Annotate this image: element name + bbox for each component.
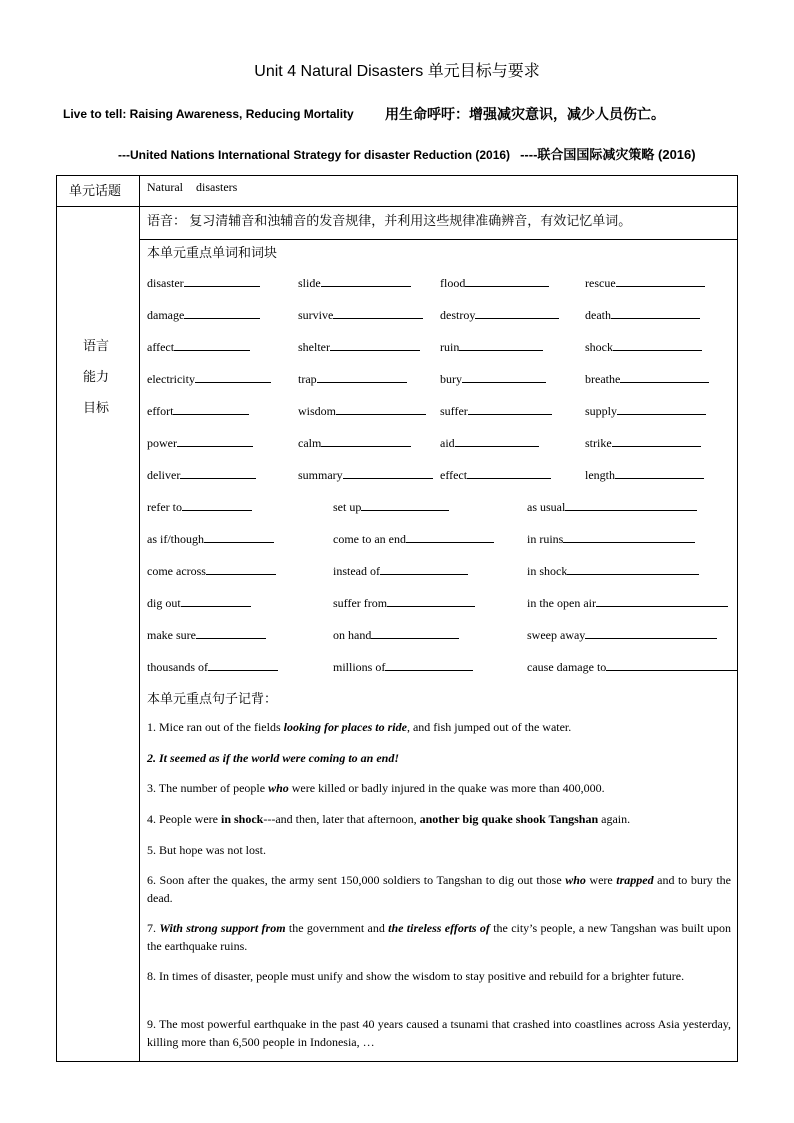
slogan-source — [118, 144, 696, 163]
source-chinese: ----联合国国际减灾策略 (2016) — [520, 147, 696, 162]
answer-blank[interactable] — [330, 338, 420, 351]
vocab-word: electricity — [147, 372, 195, 386]
answer-blank[interactable] — [184, 274, 260, 287]
slogan-english: Live to tell: Raising Awareness, Reducing Mortality — [63, 107, 354, 121]
slogan-chinese: 用生命呼吁：增强减灾意识，减少人员伤亡。 — [385, 108, 665, 123]
answer-blank[interactable] — [565, 498, 697, 511]
vocab-word: as if/though — [147, 532, 204, 546]
vocab-item — [333, 626, 459, 643]
vocab-item — [527, 530, 695, 547]
vocab-item — [333, 498, 449, 515]
vocab-word: damage — [147, 308, 185, 322]
answer-blank[interactable] — [321, 274, 411, 287]
answer-blank[interactable] — [387, 594, 475, 607]
answer-blank[interactable] — [177, 434, 253, 447]
vocab-item — [147, 466, 256, 483]
vocab-item — [527, 658, 738, 675]
answer-blank[interactable] — [616, 274, 705, 287]
vocab-word: rescue — [585, 276, 616, 290]
vocab-item — [298, 306, 423, 323]
answer-blank[interactable] — [467, 466, 551, 479]
sentence-7: 7. With strong support from the government and the tireless efforts of the city’s people, a new Tangshan was built upon the earthquake ruins. — [147, 921, 731, 953]
answer-blank[interactable] — [173, 402, 249, 415]
vocab-item — [440, 370, 546, 387]
vocab-item — [147, 562, 276, 579]
answer-blank[interactable] — [204, 530, 274, 543]
sentence-8: 8. In times of disaster, people must unify and show the wisdom to stay positive and rebuild for a brighter future. — [147, 969, 685, 983]
answer-blank[interactable] — [336, 402, 426, 415]
vocab-word: affect — [147, 340, 175, 354]
vocab-item — [527, 562, 699, 579]
vocab-item — [440, 306, 559, 323]
vocab-word: refer to — [147, 500, 182, 514]
answer-blank[interactable] — [180, 466, 256, 479]
vocab-word: calm — [298, 436, 322, 450]
goals-table — [56, 175, 738, 1062]
vocab-word: come across — [147, 564, 206, 578]
vocab-word: disaster — [147, 276, 184, 290]
sentence-5: 5. But hope was not lost. — [147, 843, 266, 857]
sentence-9: 9. The most powerful earthquake in the past 40 years caused a tsunami that crashed into coastlines across Asia yesterday, killing more than 6,500 people in Indonesia, … — [147, 1017, 731, 1049]
answer-blank[interactable] — [611, 306, 700, 319]
vocab-item — [333, 594, 475, 611]
vocab-word: set up — [333, 500, 362, 514]
vocab-item — [298, 338, 420, 355]
vocab-heading: 本单元重点单词和词块 — [147, 245, 278, 260]
vocab-item — [527, 498, 697, 515]
vocab-word: thousands of — [147, 660, 208, 674]
answer-blank[interactable] — [612, 434, 701, 447]
vocab-word: ruin — [440, 340, 460, 354]
vocab-word: in the open air — [527, 596, 596, 610]
vocab-item — [298, 434, 411, 451]
answer-blank[interactable] — [208, 658, 278, 671]
vocab-item — [298, 402, 426, 419]
vocab-item — [147, 498, 252, 515]
vocab-word: shock — [585, 340, 613, 354]
vocab-word: slide — [298, 276, 321, 290]
vocab-item — [440, 402, 552, 419]
vocab-item — [147, 338, 250, 355]
vocab-item — [298, 466, 433, 483]
answer-blank[interactable] — [206, 562, 276, 575]
vocab-word: sweep away — [527, 628, 586, 642]
vocab-item — [440, 338, 543, 355]
vocab-word: summary — [298, 468, 343, 482]
answer-blank[interactable] — [596, 594, 728, 607]
label-line: 语言 — [83, 338, 110, 353]
vocab-item — [585, 274, 705, 291]
answer-blank[interactable] — [371, 626, 459, 639]
vocab-word: in shock — [527, 564, 568, 578]
vocab-word: millions of — [333, 660, 386, 674]
vocab-word: dig out — [147, 596, 181, 610]
answer-blank[interactable] — [343, 466, 433, 479]
vocab-item — [333, 562, 468, 579]
vocab-word: on hand — [333, 628, 372, 642]
answer-blank[interactable] — [615, 466, 704, 479]
vocab-item — [585, 466, 704, 483]
vocab-item — [298, 370, 407, 387]
vocab-item — [585, 370, 709, 387]
vocab-item — [527, 626, 717, 643]
phonetics-goal: 语音： 复习清辅音和浊辅音的发音规律，并利用这些规律准确辨音，有效记忆单词。 — [147, 213, 632, 228]
answer-blank[interactable] — [585, 626, 717, 639]
vocab-item — [147, 306, 260, 323]
vocab-word: instead of — [333, 564, 380, 578]
vocab-word: death — [585, 308, 611, 322]
vocab-item — [527, 594, 728, 611]
vocab-item — [585, 402, 706, 419]
answer-blank[interactable] — [617, 402, 706, 415]
sentence-4: 4. People were in shock---and then, later that afternoon, another big quake shook Tangshan again. — [147, 812, 631, 826]
answer-blank[interactable] — [333, 306, 423, 319]
vocab-word: flood — [440, 276, 466, 290]
answer-blank[interactable] — [182, 498, 252, 511]
sentence-6: 6. Soon after the quakes, the army sent 150,000 soldiers to Tangshan to dig out those who were trapped and to bury the dead. — [147, 873, 731, 905]
answer-blank[interactable] — [361, 498, 449, 511]
topic-label: 单元话题 — [69, 183, 122, 198]
vocab-word: strike — [585, 436, 612, 450]
vocab-word: trap — [298, 372, 317, 386]
source-english: ---United Nations International Strategy for disaster Reduction (2016) — [118, 148, 511, 162]
vocab-word: destroy — [440, 308, 476, 322]
answer-blank[interactable] — [563, 530, 695, 543]
vocab-word: effect — [440, 468, 468, 482]
page-title: Unit 4 Natural Disasters 单元目标与要求 — [254, 63, 540, 80]
vocab-item — [333, 658, 473, 675]
vocab-word: bury — [440, 372, 462, 386]
vocab-item — [147, 274, 260, 291]
answer-blank[interactable] — [196, 626, 266, 639]
vocab-word: power — [147, 436, 177, 450]
vocab-word: supply — [585, 404, 618, 418]
vocab-word: effort — [147, 404, 174, 418]
answer-blank[interactable] — [195, 370, 271, 383]
vocab-word: suffer from — [333, 596, 388, 610]
vocab-word: breathe — [585, 372, 621, 386]
topic-value: Natural disasters — [147, 180, 238, 194]
vocab-item — [147, 626, 266, 643]
sentence-1: 1. Mice ran out of the fields looking for places to ride, and fish jumped out of the water. — [147, 720, 572, 734]
vocab-item — [585, 306, 700, 323]
answer-blank[interactable] — [468, 402, 552, 415]
answer-blank[interactable] — [613, 338, 702, 351]
answer-blank[interactable] — [380, 562, 468, 575]
answer-blank[interactable] — [567, 562, 699, 575]
label-line: 能力 — [83, 369, 110, 384]
vocab-word: aid — [440, 436, 455, 450]
answer-blank[interactable] — [620, 370, 709, 383]
vocab-item — [585, 434, 701, 451]
sentences-heading: 本单元重点句子记背： — [147, 691, 278, 706]
answer-blank[interactable] — [606, 658, 738, 671]
vocab-word: make sure — [147, 628, 196, 642]
answer-blank[interactable] — [385, 658, 473, 671]
vocab-word: length — [585, 468, 615, 482]
sentence-3: 3. The number of people who were killed or badly injured in the quake was more than 400,000. — [147, 781, 605, 795]
answer-blank[interactable] — [317, 370, 407, 383]
vocab-word: survive — [298, 308, 334, 322]
answer-blank[interactable] — [459, 338, 543, 351]
answer-blank[interactable] — [406, 530, 494, 543]
vocab-item — [440, 466, 551, 483]
vocab-item — [440, 434, 539, 451]
vocab-word: cause damage to — [527, 660, 607, 674]
vocab-item — [333, 530, 494, 547]
answer-blank[interactable] — [174, 338, 250, 351]
vocab-item — [147, 402, 249, 419]
answer-blank[interactable] — [181, 594, 251, 607]
vocab-word: deliver — [147, 468, 181, 482]
vocab-item — [147, 594, 251, 611]
vocab-item — [440, 274, 549, 291]
vocab-item — [585, 338, 702, 355]
answer-blank[interactable] — [321, 434, 411, 447]
answer-blank[interactable] — [184, 306, 260, 319]
vocab-item — [147, 658, 278, 675]
vocab-item — [147, 434, 253, 451]
answer-blank[interactable] — [465, 274, 549, 287]
answer-blank[interactable] — [455, 434, 539, 447]
sentence-2: 2. It seemed as if the world were coming to an end! — [147, 751, 399, 765]
vocab-item — [147, 530, 274, 547]
vocab-word: wisdom — [298, 404, 337, 418]
answer-blank[interactable] — [462, 370, 546, 383]
vocab-item — [147, 370, 271, 387]
vocab-item — [298, 274, 411, 291]
vocab-word: suffer — [440, 404, 468, 418]
vocab-word: shelter — [298, 340, 330, 354]
label-line: 目标 — [83, 400, 110, 415]
vocab-word: as usual — [527, 500, 566, 514]
vocab-word: come to an end — [333, 532, 406, 546]
vocab-word: in ruins — [527, 532, 564, 546]
answer-blank[interactable] — [475, 306, 559, 319]
